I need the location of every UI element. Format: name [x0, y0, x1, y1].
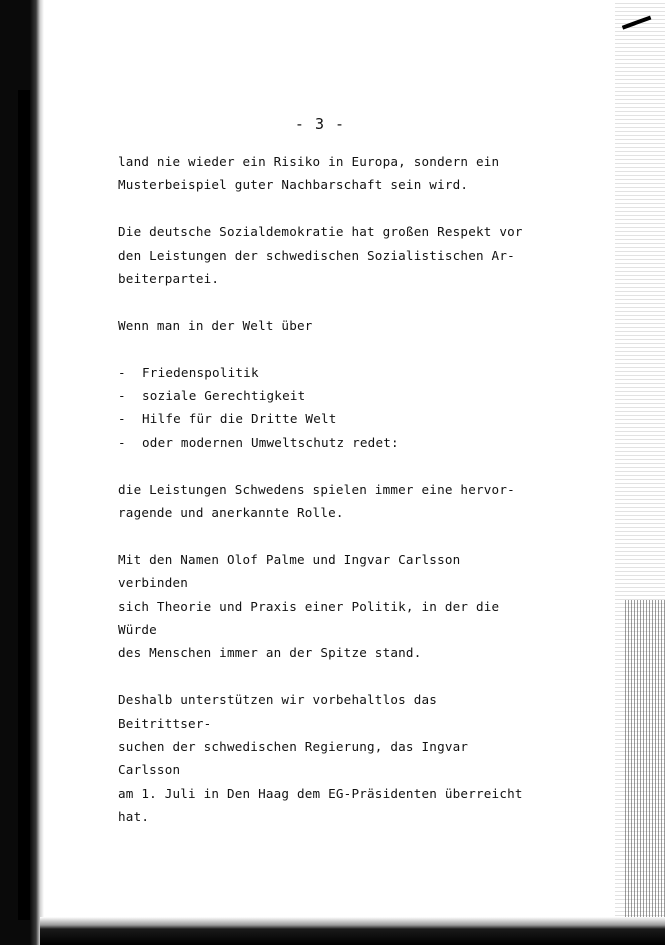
text-line: am 1. Juli in Den Haag dem EG-Präsidenten überreicht [118, 785, 523, 801]
list-item-text: oder modernen Umweltschutz redet: [142, 434, 399, 450]
document-body [118, 150, 528, 852]
text-line: Deshalb unterstützen wir vorbehaltlos das Beitrittser- [118, 692, 438, 731]
scan-bottom-shadow [40, 917, 665, 945]
paragraph [118, 478, 528, 525]
paragraph [118, 548, 528, 665]
text-line: den Leistungen der schwedischen Sozialistischen Ar- [118, 247, 515, 263]
list-item [118, 384, 528, 407]
text-line: Die deutsche Sozialdemokratie hat großen Respekt vor [118, 224, 523, 240]
paragraph [118, 220, 528, 290]
text-line: hat. [118, 809, 150, 825]
scan-right-noise-lower [625, 600, 665, 930]
list-item [118, 407, 528, 430]
text-line: die Leistungen Schwedens spielen immer eine hervor- [118, 481, 515, 497]
list-item [118, 431, 528, 454]
text-line: suchen der schwedischen Regierung, das Ingvar Carlsson [118, 739, 469, 778]
text-line: des Menschen immer an der Spitze stand. [118, 645, 422, 661]
text-line: sich Theorie und Praxis einer Politik, in der die Würde [118, 598, 500, 638]
bullet-list [118, 361, 528, 455]
list-dash: - [118, 434, 126, 450]
paragraph [118, 150, 528, 197]
paragraph [118, 688, 528, 828]
list-item-text: Friedenspolitik [142, 364, 259, 380]
paragraph [118, 314, 528, 337]
text-line: Wenn man in der Welt über [118, 317, 313, 333]
list-dash: - [118, 364, 126, 380]
list-item-text: soziale Gerechtigkeit [142, 388, 306, 404]
list-item [118, 361, 528, 384]
text-line: Musterbeispiel guter Nachbarschaft sein wird. [118, 177, 469, 193]
text-line: ragende und anerkannte Rolle. [118, 505, 344, 521]
text-line: beiterpartei. [118, 271, 220, 287]
text-line: land nie wieder ein Risiko in Europa, sondern ein [118, 154, 500, 169]
list-dash: - [118, 388, 126, 404]
list-item-text: Hilfe für die Dritte Welt [142, 411, 337, 427]
list-dash: - [118, 411, 126, 427]
page-number: - 3 - [294, 115, 346, 133]
text-line: Mit den Namen Olof Palme und Ingvar Carlsson verbinden [118, 551, 461, 591]
scan-left-bar [18, 90, 30, 920]
